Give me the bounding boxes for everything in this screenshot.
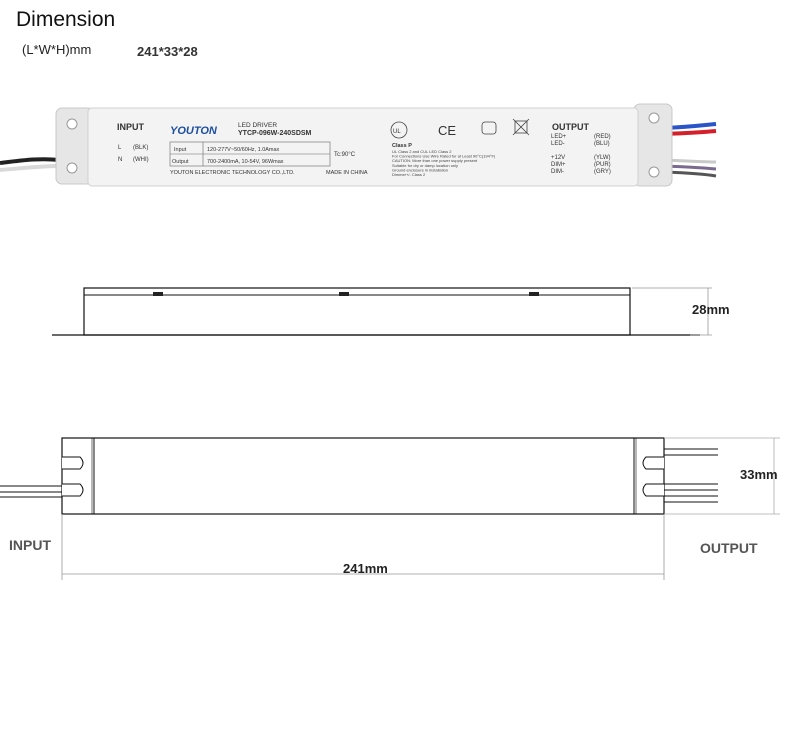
ear-cutout-left-bottom [62,484,83,496]
label-output-heading: OUTPUT [552,122,589,132]
label-note-line: For Connections Use Wire Rated for at Least 90°C(194°F) [392,153,496,159]
label-input-heading: INPUT [117,122,144,132]
side-view [52,288,730,335]
ear-cutout-right-top [643,457,664,469]
side-screw-1 [153,292,163,296]
top-view [0,438,780,580]
label-note-line: Dimmer+/- Class 2 [392,172,426,177]
svg-text:UL: UL [393,129,401,135]
output-terminal-name: +12V [551,155,566,161]
diagram-title: Dimension [16,8,116,31]
input-side-label: INPUT [9,537,51,553]
top-view-body [62,438,664,514]
output-terminal-name: DIM- [551,169,564,175]
label-input-n: N [118,157,123,163]
label-note-line: UL Class 2 and CUL LED Class 2 [392,149,452,154]
output-terminal-name: LED- [551,141,565,147]
label-input-n-color: (WHI) [133,157,149,163]
width-label: 33mm [740,467,778,482]
dimension-format-label: (L*W*H)mm [22,42,92,57]
label-note-line: Suitable for dry or damp location only [392,162,459,168]
ear-cutout-right-bottom [643,484,664,496]
dimension-value: 241*33*28 [137,44,198,59]
length-label: 241mm [343,561,388,576]
ce-mark: CE [438,123,457,138]
output-terminal-color: (GRY) [594,169,611,175]
label-product-type: LED DRIVER [238,122,278,129]
spec-input-label: Input [174,147,187,153]
spec-output-value: 700-2400mA, 10-54V, 96Wmax [207,159,284,165]
output-terminal-color: (YLW) [594,155,611,161]
label-model: YTCP-096W-240SDSM [238,130,312,137]
input-wire-white [0,166,60,170]
product-label-view [0,104,716,186]
output-terminal-name: DIM+ [551,162,566,168]
output-side-label: OUTPUT [700,540,758,556]
side-screw-3 [529,292,539,296]
label-company: YOUTON ELECTRONIC TECHNOLOGY CO.,LTD. [170,170,295,176]
height-label: 28mm [692,302,730,317]
output-terminal-color: (RED) [594,134,611,140]
label-note-line: CAUTION: More than one power supply present [392,158,478,164]
output-terminal-name: LED+ [551,134,567,140]
output-terminal-color: (PUR) [594,162,611,168]
label-tc: Tc:90°C [334,152,356,158]
output-terminal-color: (BLU) [594,141,610,147]
spec-input-value: 120-277V~50/60Hz, 1.0Amax [207,147,280,153]
label-class-p: Class P [392,143,412,149]
side-screw-2 [339,292,349,296]
spec-output-label: Output [172,159,189,165]
label-made-in: MADE IN CHINA [326,170,368,176]
brand-logo: YOUTON [170,125,217,137]
input-wire-black [0,159,60,163]
label-note-line: Ground enclosure in installation [392,167,449,173]
label-input-l: L [118,145,122,151]
ear-cutout-left-top [62,457,83,469]
label-input-l-color: (BLK) [133,145,149,151]
